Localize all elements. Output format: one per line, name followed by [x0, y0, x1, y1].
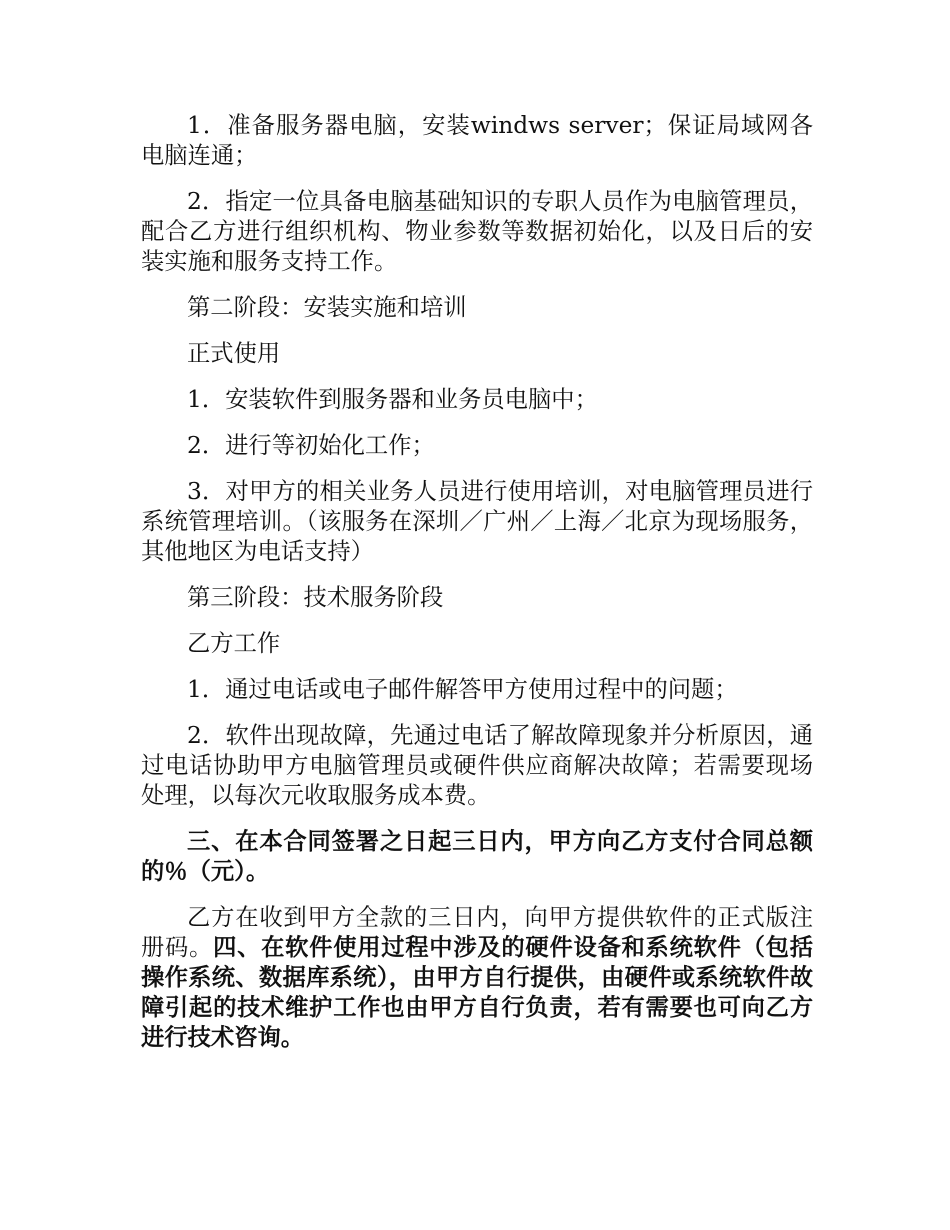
subheading-formal-use: 正式使用 [187, 340, 281, 367]
paragraph-phone-email-support: 1．通过电话或电子邮件解答甲方使用过程中的问题； [187, 676, 738, 703]
clause-four-hardware: 四、在软件使用过程中涉及的硬件设备和系统软件（包括操作系统、数据库系统），由甲方自行提供，由硬件或系统软件故障引起的技术维护工作也由甲方自行负责，若有需要也可向乙方进行技术咨询。 [141, 934, 813, 1051]
section-heading-stage-three: 第三阶段：技术服务阶段 [187, 584, 444, 611]
paragraph-install-software: 1．安装软件到服务器和业务员电脑中； [187, 386, 598, 413]
clause-three-payment: 三、在本合同签署之日起三日内，甲方向乙方支付合同总额的％（元）。 [141, 828, 813, 885]
paragraph-prep-server: 1．准备服务器电脑，安装windws server；保证局域网各电脑连通； [141, 112, 813, 169]
registration-code-text: 乙方在收到甲方全款的三日内，向甲方提供软件的正式版注册码。 [141, 904, 813, 961]
subheading-party-b-work: 乙方工作 [187, 630, 281, 657]
paragraph-assign-admin: 2．指定一位具备电脑基础知识的专职人员作为电脑管理员，配合乙方进行组织机构、物业参数等数据初始化，以及日后的安装实施和服务支持工作。 [141, 188, 813, 275]
paragraph-registration-and-clause-four [141, 903, 813, 1053]
paragraph-fault-handling: 2．软件出现故障，先通过电话了解故障现象并分析原因，通过电话协助甲方电脑管理员或硬件供应商解决故障；若需要现场处理，以每次元收取服务成本费。 [141, 722, 813, 809]
paragraph-initialization: 2．进行等初始化工作； [187, 432, 435, 459]
paragraph-training: 3．对甲方的相关业务人员进行使用培训，对电脑管理员进行系统管理培训。（该服务在深圳／广州／上海／北京为现场服务，其他地区为电话支持） [141, 478, 813, 565]
section-heading-stage-two: 第二阶段：安装实施和培训 [187, 294, 467, 321]
document-page [141, 111, 813, 1069]
